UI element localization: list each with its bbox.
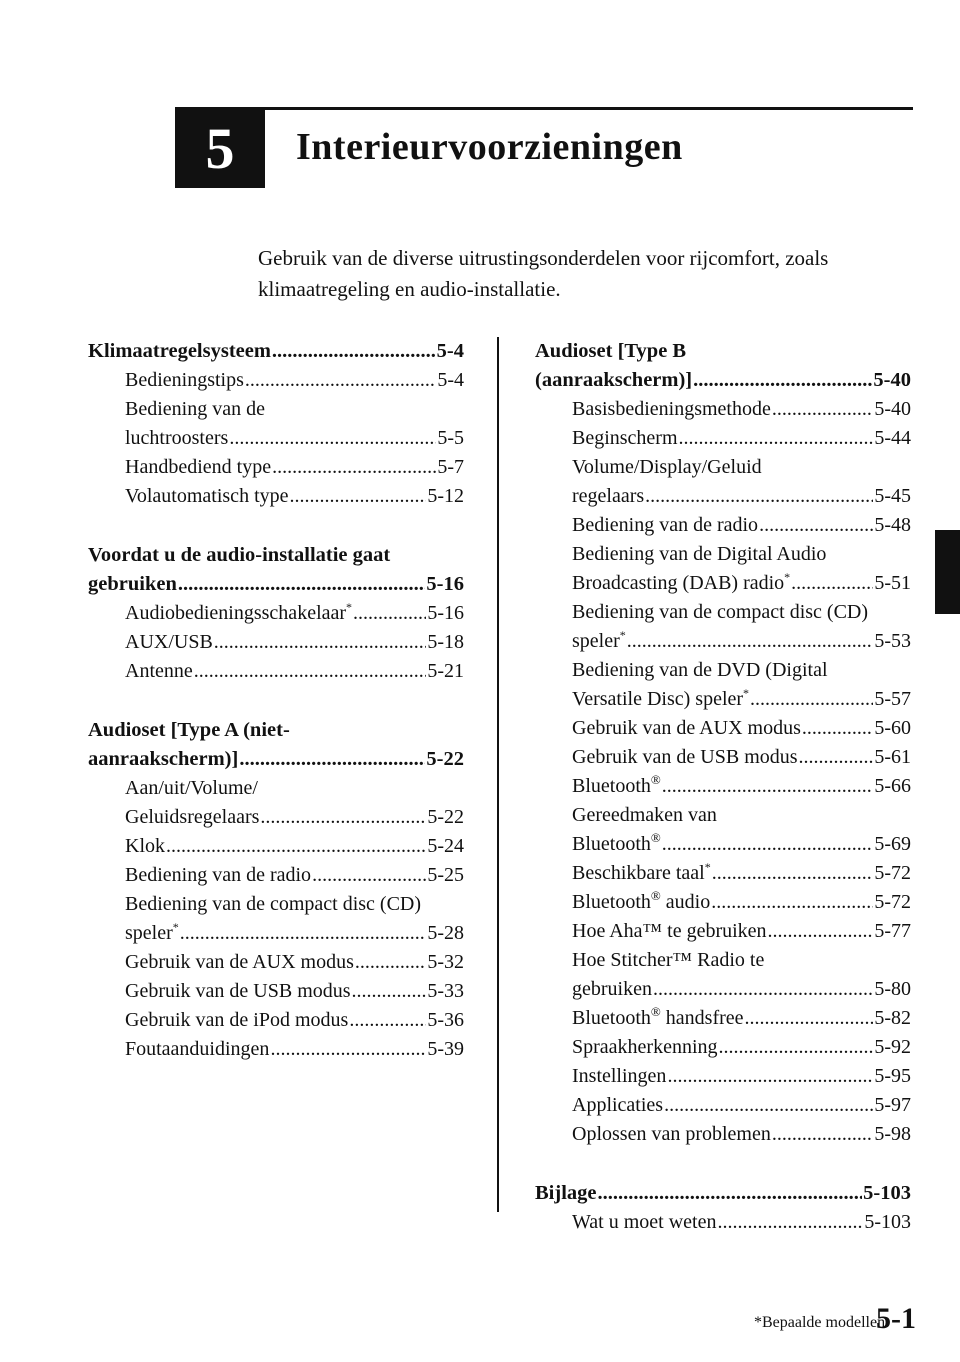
toc-item[interactable]: Bediening van de radio ..... 5-48 [535, 511, 911, 540]
intro-line-1: Gebruik van de diverse uitrustingsonderdelen voor rijcomfort, zoals [258, 246, 829, 270]
column-divider [497, 337, 499, 1212]
toc-item[interactable]: Bedieningstips ..... 5-4 [88, 366, 464, 395]
page-number: 5-1 [876, 1302, 916, 1335]
chapter-thumb-tab [935, 530, 960, 614]
toc-item[interactable]: Versatile Disc) speler* ..... 5-57 [535, 685, 911, 714]
toc-item[interactable]: speler* ..... 5-28 [88, 919, 464, 948]
toc-item[interactable]: regelaars ..... 5-45 [535, 482, 911, 511]
toc-item-line: Bediening van de [125, 398, 265, 420]
toc-item[interactable]: Gebruik van de AUX modus ..... 5-60 [535, 714, 911, 743]
toc-item-line: Bediening van de compact disc (CD) [572, 601, 869, 623]
toc-item-line: Aan/uit/Volume/ [125, 777, 258, 799]
toc-item[interactable]: Gebruik van de iPod modus ..... 5-36 [88, 1006, 464, 1035]
toc-section-klimaatregelsysteem[interactable]: Klimaatregelsysteem ..... 5-4 [88, 337, 464, 366]
chapter-intro [258, 243, 918, 305]
toc-item[interactable]: luchtroosters ..... 5-5 [88, 424, 464, 453]
toc-item-line: Hoe Stitcher™ Radio te [572, 949, 765, 971]
toc-item[interactable]: Antenne ..... 5-21 [88, 657, 464, 686]
toc-item[interactable]: Bediening van de radio ..... 5-25 [88, 861, 464, 890]
toc-item[interactable]: Bluetooth® ..... 5-69 [535, 830, 911, 859]
toc-item-line: Bediening van de Digital Audio [572, 543, 827, 565]
toc-item[interactable]: Spraakherkenning ..... 5-92 [535, 1033, 911, 1062]
toc-section-bijlage[interactable]: Bijlage ..... 5-103 [535, 1179, 911, 1208]
toc-section-audio-voorbereiding[interactable]: gebruiken ..... 5-16 [88, 570, 464, 599]
chapter-number-box [175, 110, 265, 188]
toc-item[interactable]: Bluetooth® audio ..... 5-72 [535, 888, 911, 917]
toc-item[interactable]: Bluetooth® handsfree ..... 5-82 [535, 1004, 911, 1033]
toc-item-line: Bediening van de compact disc (CD) [125, 893, 422, 915]
header-rule [175, 107, 913, 110]
toc-item[interactable]: Beschikbare taal* ..... 5-72 [535, 859, 911, 888]
toc-item[interactable]: Geluidsregelaars ..... 5-22 [88, 803, 464, 832]
toc-item[interactable]: Applicaties ..... 5-97 [535, 1091, 911, 1120]
toc-item[interactable]: gebruiken ..... 5-80 [535, 975, 911, 1004]
toc-section-audioset-type-a[interactable]: aanraakscherm)] ..... 5-22 [88, 745, 464, 774]
toc-item[interactable]: Bluetooth® ..... 5-66 [535, 772, 911, 801]
chapter-number: 5 [205, 116, 235, 181]
toc-item[interactable]: Basisbedieningsmethode ..... 5-40 [535, 395, 911, 424]
intro-line-2: klimaatregeling en audio-installatie. [258, 277, 561, 301]
toc-item[interactable]: Audiobedieningsschakelaar* ..... 5-16 [88, 599, 464, 628]
toc-item[interactable]: Oplossen van problemen ..... 5-98 [535, 1120, 911, 1149]
toc-item-line: Gereedmaken van [572, 804, 717, 826]
toc-item[interactable]: Beginscherm ..... 5-44 [535, 424, 911, 453]
toc-item[interactable]: Handbediend type ..... 5-7 [88, 453, 464, 482]
footnote: *Bepaalde modellen. [754, 1314, 890, 1331]
toc-item-line: Bediening van de DVD (Digital [572, 659, 828, 681]
toc-item[interactable]: Wat u moet weten ..... 5-103 [535, 1208, 911, 1237]
toc-item[interactable]: Instellingen ..... 5-95 [535, 1062, 911, 1091]
toc-item[interactable]: speler* ..... 5-53 [535, 627, 911, 656]
toc-left-column [88, 337, 464, 1064]
toc-item[interactable]: Broadcasting (DAB) radio* ..... 5-51 [535, 569, 911, 598]
toc-item[interactable]: Foutaanduidingen ..... 5-39 [88, 1035, 464, 1064]
toc-section-audioset-type-b[interactable]: (aanraakscherm)] ..... 5-40 [535, 366, 911, 395]
toc-item[interactable]: Volautomatisch type ..... 5-12 [88, 482, 464, 511]
toc-item[interactable]: Gebruik van de USB modus ..... 5-33 [88, 977, 464, 1006]
chapter-title: Interieurvoorzieningen [296, 126, 683, 168]
toc-item[interactable]: Klok ..... 5-24 [88, 832, 464, 861]
toc-item[interactable]: Gebruik van de AUX modus ..... 5-32 [88, 948, 464, 977]
toc-section-line: Voordat u de audio-installatie gaat [88, 544, 391, 566]
toc-item[interactable]: Hoe Aha™ te gebruiken ..... 5-77 [535, 917, 911, 946]
toc-section-line: Audioset [Type B [535, 340, 687, 362]
toc-right-column [535, 337, 911, 1237]
toc-item[interactable]: AUX/USB ..... 5-18 [88, 628, 464, 657]
toc-item[interactable]: Gebruik van de USB modus ..... 5-61 [535, 743, 911, 772]
toc-item-line: Volume/Display/Geluid [572, 456, 762, 478]
toc-section-line: Audioset [Type A (niet- [88, 719, 290, 741]
